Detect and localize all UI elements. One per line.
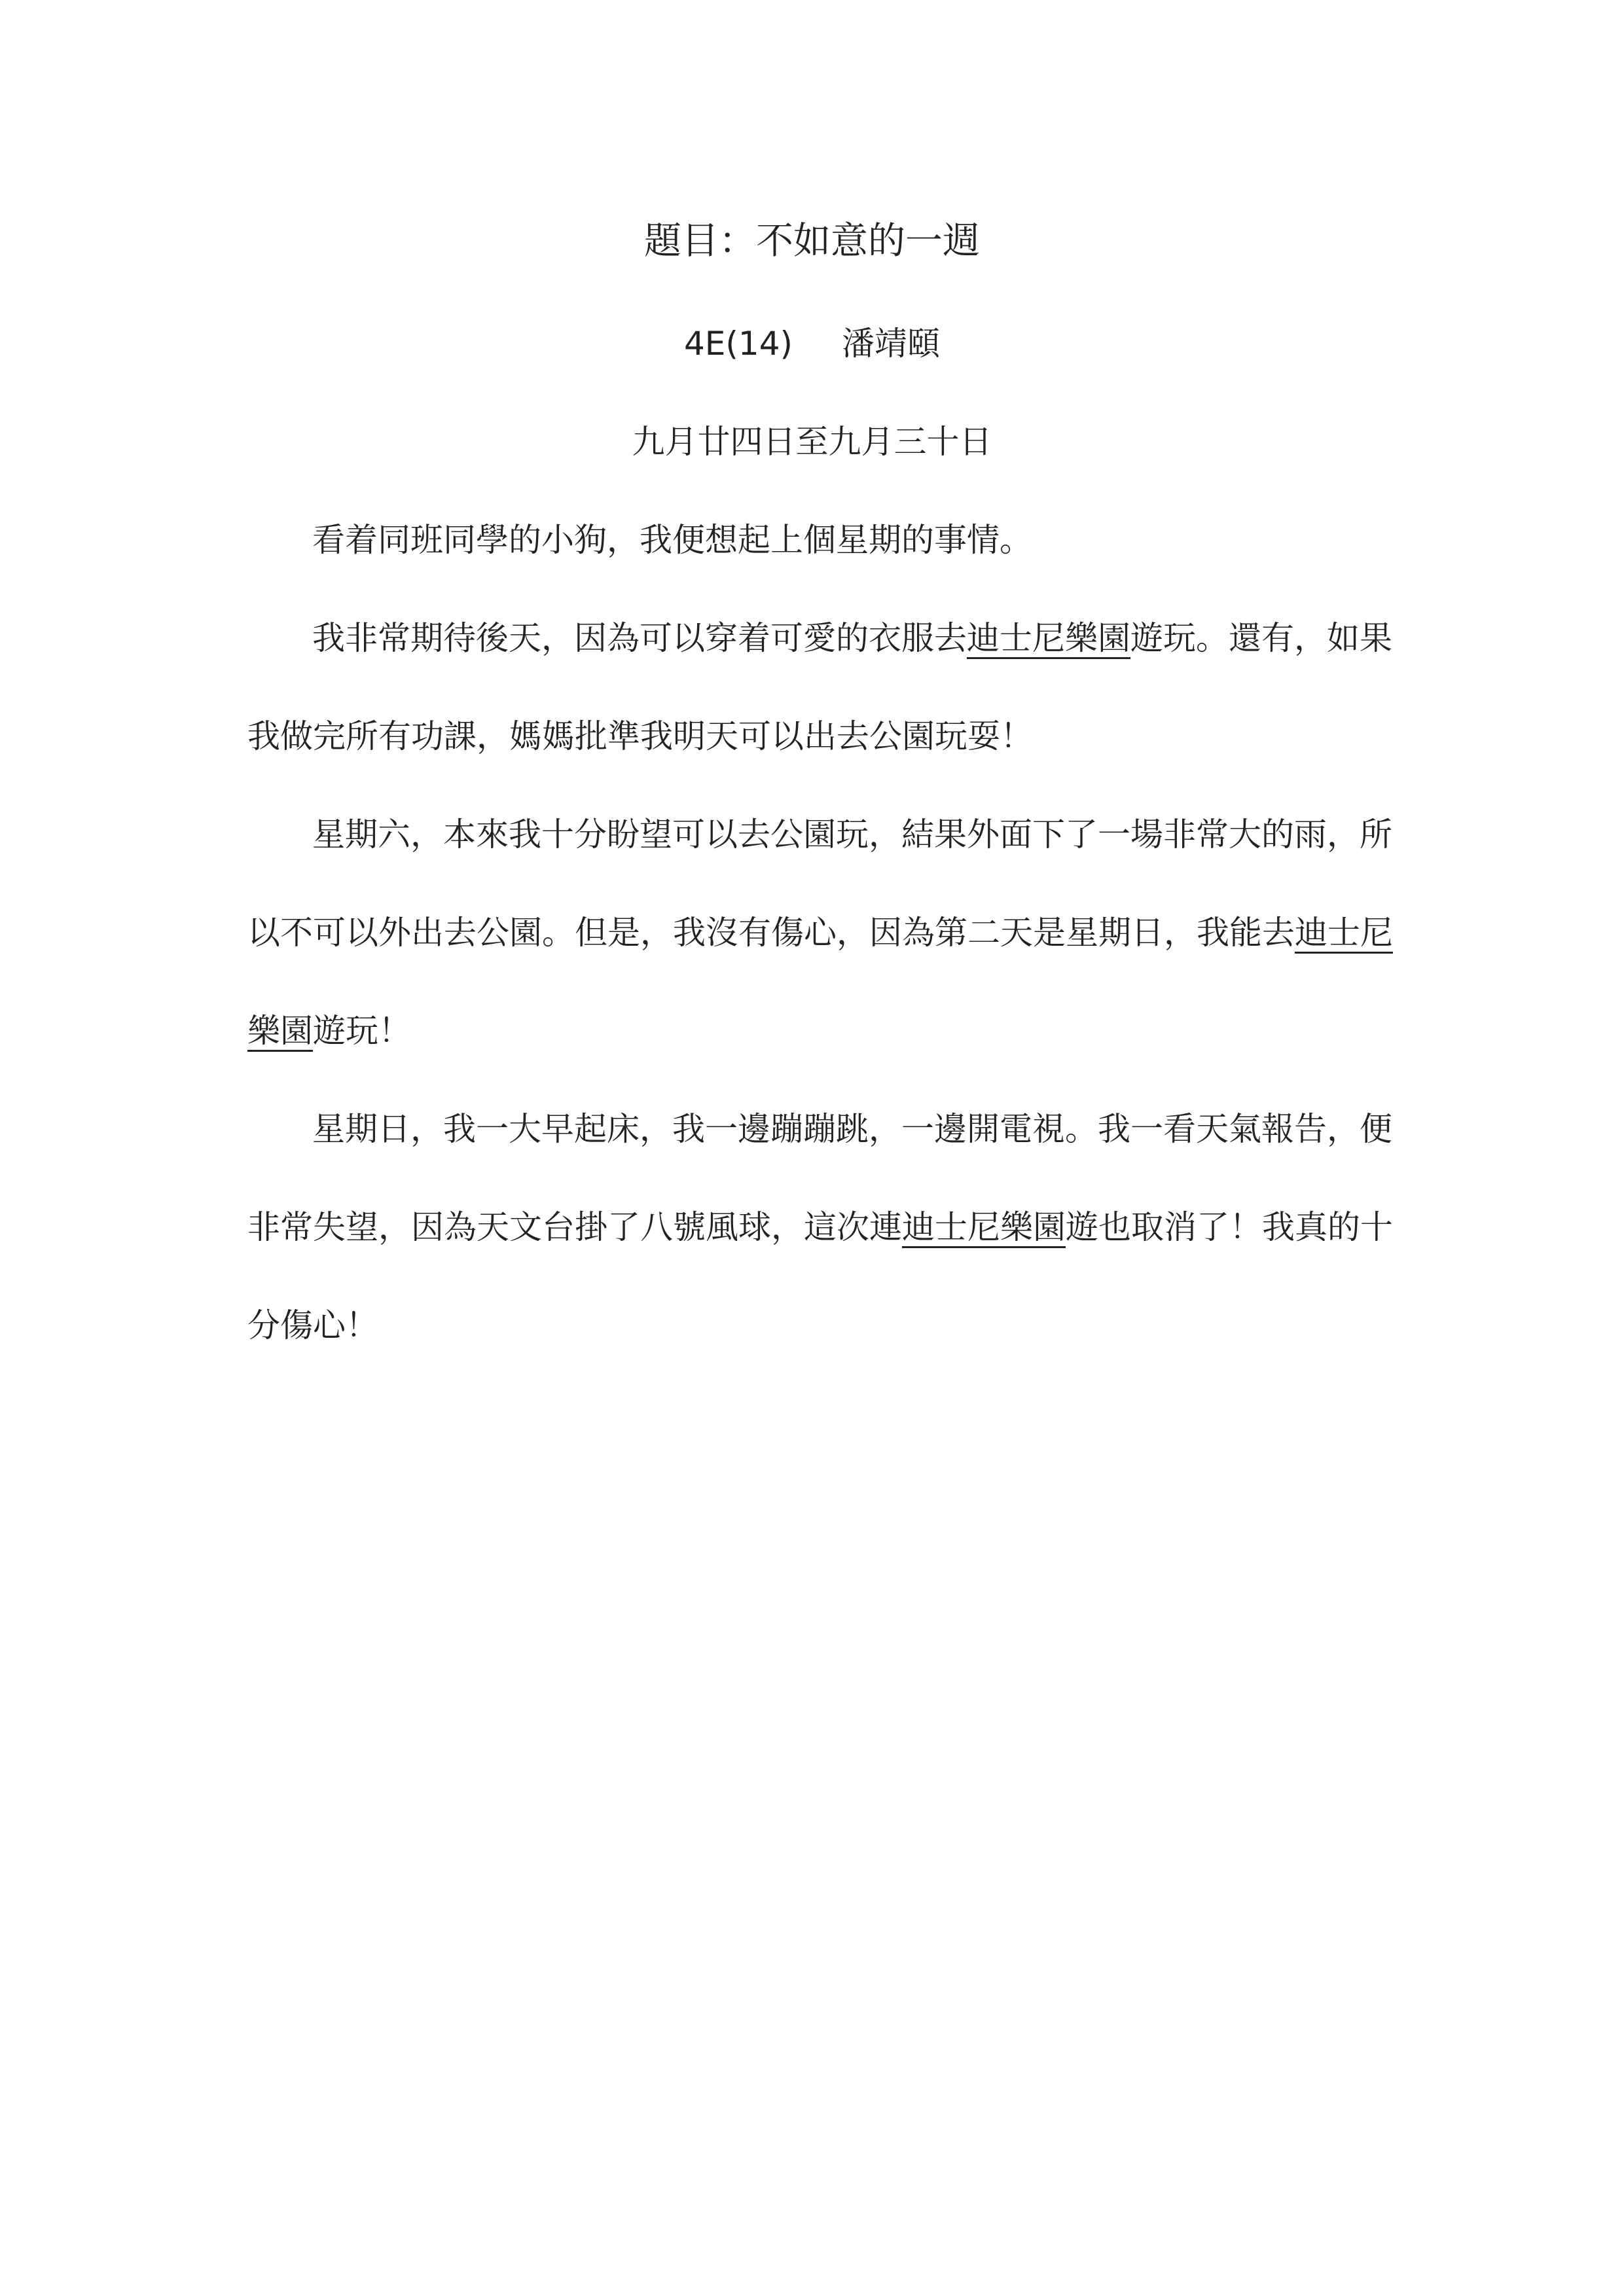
- essay-line: [247, 1306, 378, 1344]
- essay-line: [312, 818, 1392, 851]
- class-number: 4E(14): [683, 325, 793, 363]
- text-segment: 遊玩！: [313, 1012, 411, 1050]
- date-range: 九月廿四日至九月三十日: [632, 423, 992, 461]
- text-segment: 遊玩。還有，如果: [1130, 619, 1392, 657]
- essay-line: [247, 914, 1393, 952]
- text-segment: 遊也取消了！我真的十: [1066, 1208, 1393, 1246]
- essay-line: [247, 717, 1033, 755]
- essay-line: [247, 1012, 411, 1050]
- underlined-place-name: 迪士尼: [1295, 914, 1393, 952]
- text-segment: 分傷心！: [247, 1306, 378, 1344]
- student-info: [0, 325, 1624, 363]
- essay-title: 題目：不如意的一週: [644, 219, 980, 262]
- essay-line: [247, 1208, 1393, 1246]
- text-segment: 非常失望，因為天文台掛了八號風球，這次連: [247, 1208, 902, 1246]
- text-segment: 我非常期待後天，因為可以穿着可愛的衣服去: [312, 619, 967, 657]
- underlined-place-name: 樂園: [247, 1012, 313, 1050]
- text-segment: 星期六，本來我十分盼望可以去公園玩，結果外面下了一場非常大的雨，所: [312, 816, 1392, 853]
- text-segment: 我做完所有功課，媽媽批準我明天可以出去公園玩耍！: [247, 717, 1033, 755]
- underlined-place-name: 迪士尼樂園: [967, 619, 1130, 657]
- essay-line: [312, 1110, 1392, 1148]
- author-name: 潘靖頤: [842, 325, 941, 363]
- essay-line: [312, 521, 1032, 559]
- text-segment: 以不可以外出去公園。但是，我沒有傷心，因為第二天是星期日，我能去: [247, 914, 1295, 952]
- essay-line: [312, 619, 1392, 657]
- text-segment: 看着同班同學的小狗，我便想起上個星期的事情。: [312, 521, 1032, 559]
- underlined-place-name: 迪士尼樂園: [902, 1208, 1066, 1246]
- text-segment: 星期日，我一大早起床，我一邊蹦蹦跳，一邊開電視。我一看天氣報告，便: [312, 1110, 1392, 1148]
